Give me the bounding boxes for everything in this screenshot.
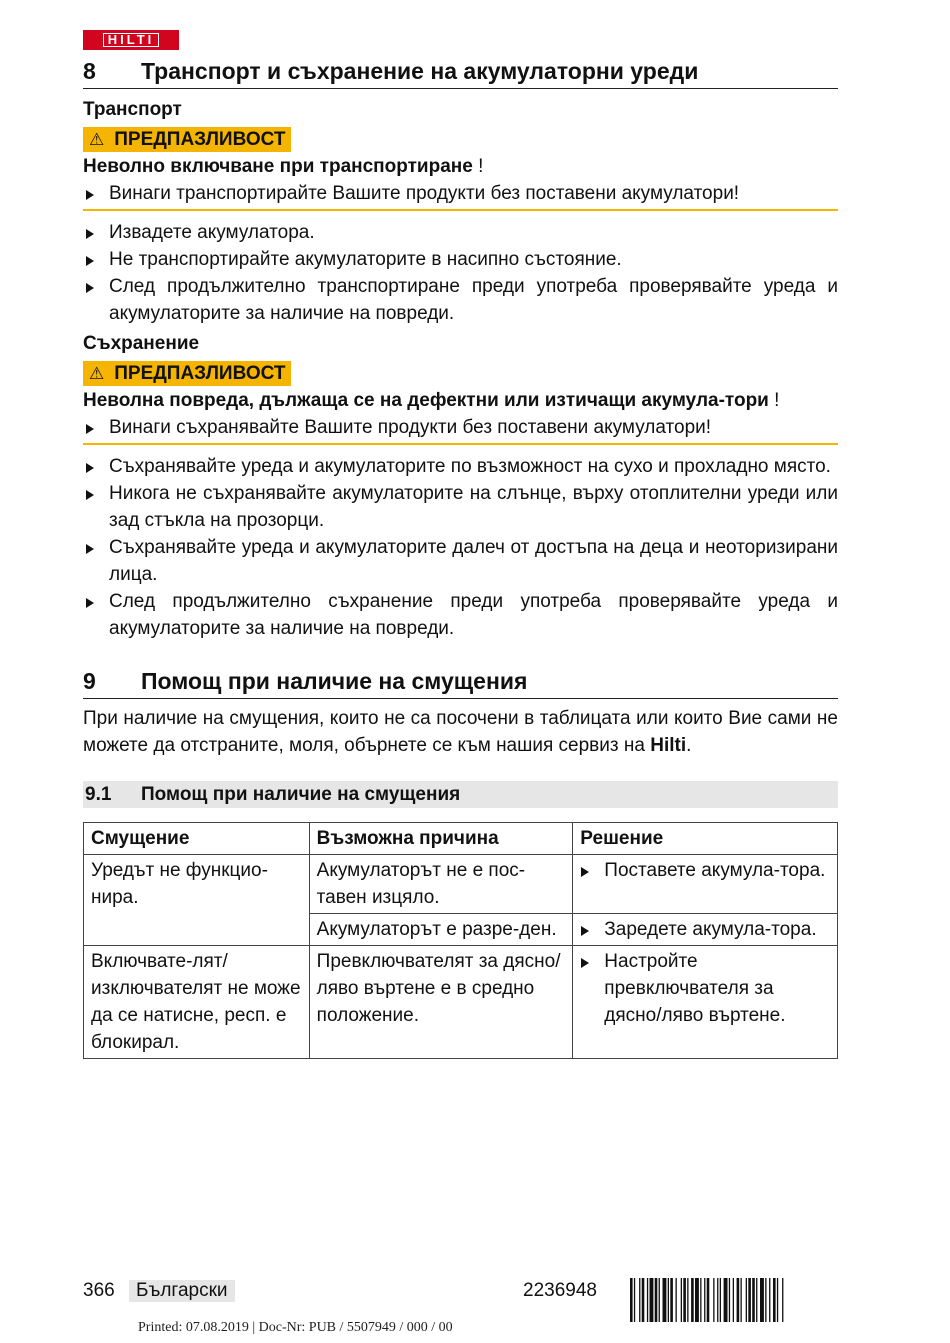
- page-content: [83, 58, 838, 1059]
- document-number: 2236948: [523, 1280, 597, 1301]
- list-item: Винаги съхранявайте Вашите продукти без поставени акумулатори!: [83, 414, 838, 441]
- list-item: Съхранявайте уреда и акумулаторите далеч от достъпа на деца и неоторизирани лица.: [83, 534, 838, 588]
- section-title: Помощ при наличие на смущения: [141, 668, 528, 694]
- caution-badge: ⚠ ПРЕДПАЗЛИВОСТ: [83, 127, 291, 152]
- warning-title: Неволна повреда, дължаща се на дефектни или изтичащи акумула-тори !: [83, 390, 780, 411]
- list-item: След продължително съхранение преди употреба проверявайте уреда и акумулаторите за наличие на повреди.: [83, 588, 838, 642]
- solution-cell: Поставете акумула-тора.: [573, 855, 838, 914]
- caution-badge: ⚠ ПРЕДПАЗЛИВОСТ: [83, 361, 291, 386]
- list-item: Съхранявайте уреда и акумулаторите по възможност на сухо и прохладно място.: [83, 453, 838, 480]
- storage-list: [83, 453, 838, 642]
- section-8-heading: [83, 58, 838, 89]
- list-item: Не транспортирайте акумулаторите в насипно състояние.: [83, 246, 838, 273]
- hilti-logo: HILTI: [83, 30, 179, 50]
- warning-list: [83, 414, 838, 441]
- brand-name: Hilti: [650, 735, 687, 756]
- section-number: 9: [83, 668, 96, 694]
- column-header: Възможна причина: [309, 823, 573, 855]
- storage-heading: Съхранение: [83, 333, 200, 354]
- column-header: Смущение: [84, 823, 310, 855]
- storage-warning: [83, 355, 838, 445]
- cause-cell: Акумулаторът е разре-ден.: [309, 914, 573, 946]
- subsection-title: Помощ при наличие на смущения: [141, 783, 461, 805]
- table-header-row: [84, 823, 838, 855]
- language-label: Български: [129, 1280, 235, 1302]
- warning-triangle-icon: ⚠: [89, 129, 105, 149]
- warning-triangle-icon: ⚠: [89, 363, 105, 383]
- cause-cell: Акумулаторът не е пос-тавен изцяло.: [309, 855, 573, 914]
- troubleshooting-table: [83, 822, 838, 1059]
- page-number: 366: [83, 1280, 115, 1301]
- barcode-icon: [630, 1278, 838, 1322]
- list-item: Никога не съхранявайте акумулаторите на слънце, върху отоплителни уреди или зад стъкла на прозорци.: [83, 480, 838, 534]
- page-footer: [83, 1278, 838, 1308]
- warning-title: Неволно включване при транспортиране !: [83, 156, 484, 177]
- column-header: Решение: [573, 823, 838, 855]
- fault-cell: Включвате-лят/изключвателят не може да се натисне, респ. е блокирал.: [84, 946, 310, 1059]
- solution-cell: Настройте превключвателя за дясно/ляво въртене.: [573, 946, 838, 1059]
- print-info: Printed: 07.08.2019 | Doc-Nr: PUB / 5507949 / 000 / 00: [138, 1320, 453, 1335]
- fault-cell: Уредът не функцио-нира.: [84, 855, 310, 946]
- warning-list: [83, 180, 838, 207]
- list-item: След продължително транспортиране преди употреба проверявайте уреда и акумулаторите за наличие на повреди.: [83, 273, 838, 327]
- table-row: [84, 946, 838, 1059]
- list-item: Винаги транспортирайте Вашите продукти без поставени акумулатори!: [83, 180, 838, 207]
- list-item: Извадете акумулатора.: [83, 219, 838, 246]
- cause-cell: Превключвателят за дясно/ляво въртене е в средно положение.: [309, 946, 573, 1059]
- solution-cell: Заредете акумула-тора.: [573, 914, 838, 946]
- section-title: Транспорт и съхранение на акумулаторни уреди: [141, 58, 699, 84]
- intro-paragraph: При наличие на смущения, които не са посочени в таблицата или които Вие сами не можете да отстраните, моля, обърнете се към нашия сервиз на Hilti.: [83, 708, 838, 756]
- section-9-heading: [83, 668, 838, 699]
- transport-warning: [83, 121, 838, 211]
- transport-list: [83, 219, 838, 327]
- subsection-heading: [83, 781, 838, 808]
- subsection-number: 9.1: [85, 783, 112, 805]
- section-number: 8: [83, 58, 96, 84]
- transport-heading: Транспорт: [83, 99, 182, 120]
- table-row: [84, 855, 838, 914]
